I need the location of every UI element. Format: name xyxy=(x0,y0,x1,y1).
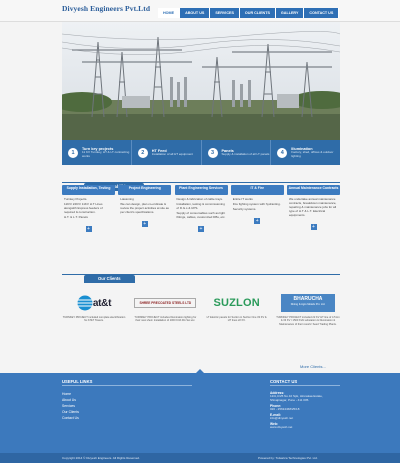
web-value[interactable]: www.divyesh.net xyxy=(270,425,293,429)
address-value: 12/A,C/25 No.10 Spk, Hinnakaa Estate, Shivajinagar, Pune - 411 005. xyxy=(270,394,323,402)
client-caption: TURNKEY PROJECT includes Illumination lighting for their new shed. Installation of 1000 KVA DG Set etc. xyxy=(134,316,197,323)
feature-panels[interactable] xyxy=(202,140,272,165)
phone-label: Phone: xyxy=(270,403,282,408)
nav-services[interactable]: SERVICES xyxy=(210,8,240,18)
clients-title: Our Clients xyxy=(84,275,135,283)
capability-item: Security systems. xyxy=(232,206,257,211)
feature-title: Panels xyxy=(221,148,234,153)
capability-item: We undertake annual maintenance contracts, breakdown maintenance, repairing & maintenance jobs for all type of H.T & L.T. Electrical equipments. xyxy=(289,197,337,217)
footer-link-about-us[interactable]: About Us xyxy=(62,398,76,402)
contact-us-title: CONTACT US xyxy=(270,379,298,384)
capability-card xyxy=(62,185,115,232)
client-name: SHREE PRECOATED STEELS LTD xyxy=(134,298,196,308)
email-label: E-mail: xyxy=(270,412,281,417)
copyright-text: Copyright 2014 © Divyesh Engineers. All Rights Reserved. xyxy=(62,456,140,460)
feature-number-badge: 1 xyxy=(68,148,78,158)
expand-plus-icon[interactable]: + xyxy=(143,220,147,227)
feature-number-badge: 3 xyxy=(208,148,218,158)
feature-subtitle: Installation of all HT equipment xyxy=(151,151,193,156)
capabilities-heading xyxy=(62,175,340,183)
expand-plus-icon[interactable]: + xyxy=(312,223,315,230)
capability-item: H.T. & L.T. Panels xyxy=(64,214,88,219)
feature-ht-feed[interactable] xyxy=(132,140,202,165)
capability-heading: Annual Maintenance Contracts xyxy=(287,185,340,195)
feature-illumination[interactable] xyxy=(271,140,340,165)
capability-item: Installation, testing & commissioning of D.G.s & UPS. xyxy=(176,201,225,210)
powered-by-link[interactable]: Powered by: Tulsarica Technologies Pvt. Ltd. xyxy=(258,456,318,460)
nav-gallery[interactable]: GALLERY xyxy=(276,8,304,18)
feature-strip xyxy=(62,140,340,165)
footer-divider xyxy=(62,385,192,386)
feature-title: Illumination xyxy=(291,146,313,151)
client-name-sub: Dining & Agro Motels Pvt. Ltd. xyxy=(290,303,326,306)
capability-card xyxy=(118,185,171,232)
capabilities-grid xyxy=(62,185,340,232)
client-shree[interactable] xyxy=(133,294,197,326)
capability-heading: Supply Installation, Testing xyxy=(62,185,115,195)
client-caption: TURNKEY PROJECT included 22 KV HT line of 4.5 km & 33 KV / 1500 KVA substation & Illumination & Maintenance of their resorts' Seed Trading Plants. xyxy=(276,316,340,326)
capability-heading: Plant Engineering Services xyxy=(175,185,228,195)
feature-number-badge: 4 xyxy=(277,148,287,158)
site-header xyxy=(0,0,400,22)
client-caption: LT Electric panels for Suzlon in Suzlon One 33 KV & HT lines 22 KV. xyxy=(206,316,267,323)
site-footer xyxy=(0,373,400,463)
expand-plus-icon[interactable]: + xyxy=(255,217,259,224)
capability-heading: IT & Fire xyxy=(231,185,284,195)
clients-row xyxy=(62,294,340,326)
nav-about-us[interactable]: ABOUT US xyxy=(180,8,210,18)
feature-subtitle: Supply & installation of all LT panels xyxy=(221,151,270,156)
client-att[interactable] xyxy=(62,294,126,326)
footer-notch xyxy=(196,369,204,373)
footer-link-contact-us[interactable]: Contact Us xyxy=(62,416,79,420)
site-logo[interactable]: Divyesh Engineers Pvt.Ltd xyxy=(62,4,151,13)
capability-heading: Project Engineering xyxy=(118,185,171,195)
footer-link-services[interactable]: Services xyxy=(62,404,76,408)
hero-substation-image xyxy=(62,22,340,140)
capability-item: Turnkey Projects. xyxy=(64,197,88,201)
client-suzlon[interactable] xyxy=(205,294,269,326)
more-clients-link[interactable]: More Clients... xyxy=(300,364,326,369)
expand-plus-icon[interactable]: + xyxy=(87,225,90,232)
feature-title: HT Feed xyxy=(151,148,167,153)
footer-link-our-clients[interactable]: Our Clients xyxy=(62,410,79,414)
phone-value[interactable]: 020 - 25634468/25/18 xyxy=(270,407,300,411)
email-value[interactable]: info@divyesh.net xyxy=(270,416,294,420)
feature-turnkey[interactable] xyxy=(62,140,132,165)
clients-heading xyxy=(62,267,340,281)
feature-title: Turn key projects xyxy=(82,146,114,151)
web-label: Web: xyxy=(270,421,278,426)
att-globe-icon xyxy=(77,295,93,311)
expand-plus-icon[interactable]: + xyxy=(199,225,203,232)
capability-item: Liasioning xyxy=(120,197,134,201)
copyright-bar xyxy=(0,453,400,463)
capability-item: Supply of consumables such as light fittings, cables, customized DBs, etc. xyxy=(176,210,226,219)
client-caption: TURNKEY PROJECT included complete electrification for AT&T Towers. xyxy=(62,316,126,323)
footer-link-home[interactable]: Home xyxy=(62,392,72,396)
client-name: at&t xyxy=(92,297,112,309)
nav-home[interactable]: HOME xyxy=(158,8,180,18)
nav-contact-us[interactable]: CONTACT US xyxy=(304,8,339,18)
capability-card xyxy=(231,185,284,232)
att-logo xyxy=(62,294,126,312)
main-nav xyxy=(158,8,339,18)
capability-card xyxy=(287,185,340,232)
footer-divider xyxy=(270,385,340,386)
address-label: Address: xyxy=(270,391,285,395)
feature-number-badge: 2 xyxy=(138,148,148,158)
client-name: BHARUCHA xyxy=(293,296,323,302)
capability-item: Design & fabrication of cable trays. xyxy=(176,197,223,201)
nav-our-clients[interactable]: OUR CLIENTS xyxy=(240,8,276,18)
capability-item: We can design, plan co-ordinate & review the project activities at site as per client's specifications. xyxy=(120,201,169,214)
footer-links xyxy=(62,391,79,421)
capability-item: Entire IT works xyxy=(232,197,253,201)
client-bharucha[interactable] xyxy=(276,294,340,326)
feature-subtitle: Factory, shed, offices & outdoor lighting xyxy=(291,149,334,158)
client-name: SUZLON xyxy=(213,297,260,309)
capability-item: Fire fighting system with hydranting. xyxy=(232,201,281,206)
bharucha-logo xyxy=(281,294,335,312)
feature-subtitle: 11 KV Turnkey, HT & LT contracting works xyxy=(82,149,130,158)
contact-block xyxy=(270,390,340,430)
useful-links-title: USEFUL LINKS xyxy=(62,379,93,384)
capability-item: 11KV/ 22KV/ 11KV H.T Lines alongwith Express feeders of required & construction. xyxy=(64,201,103,214)
capability-card xyxy=(175,185,228,232)
